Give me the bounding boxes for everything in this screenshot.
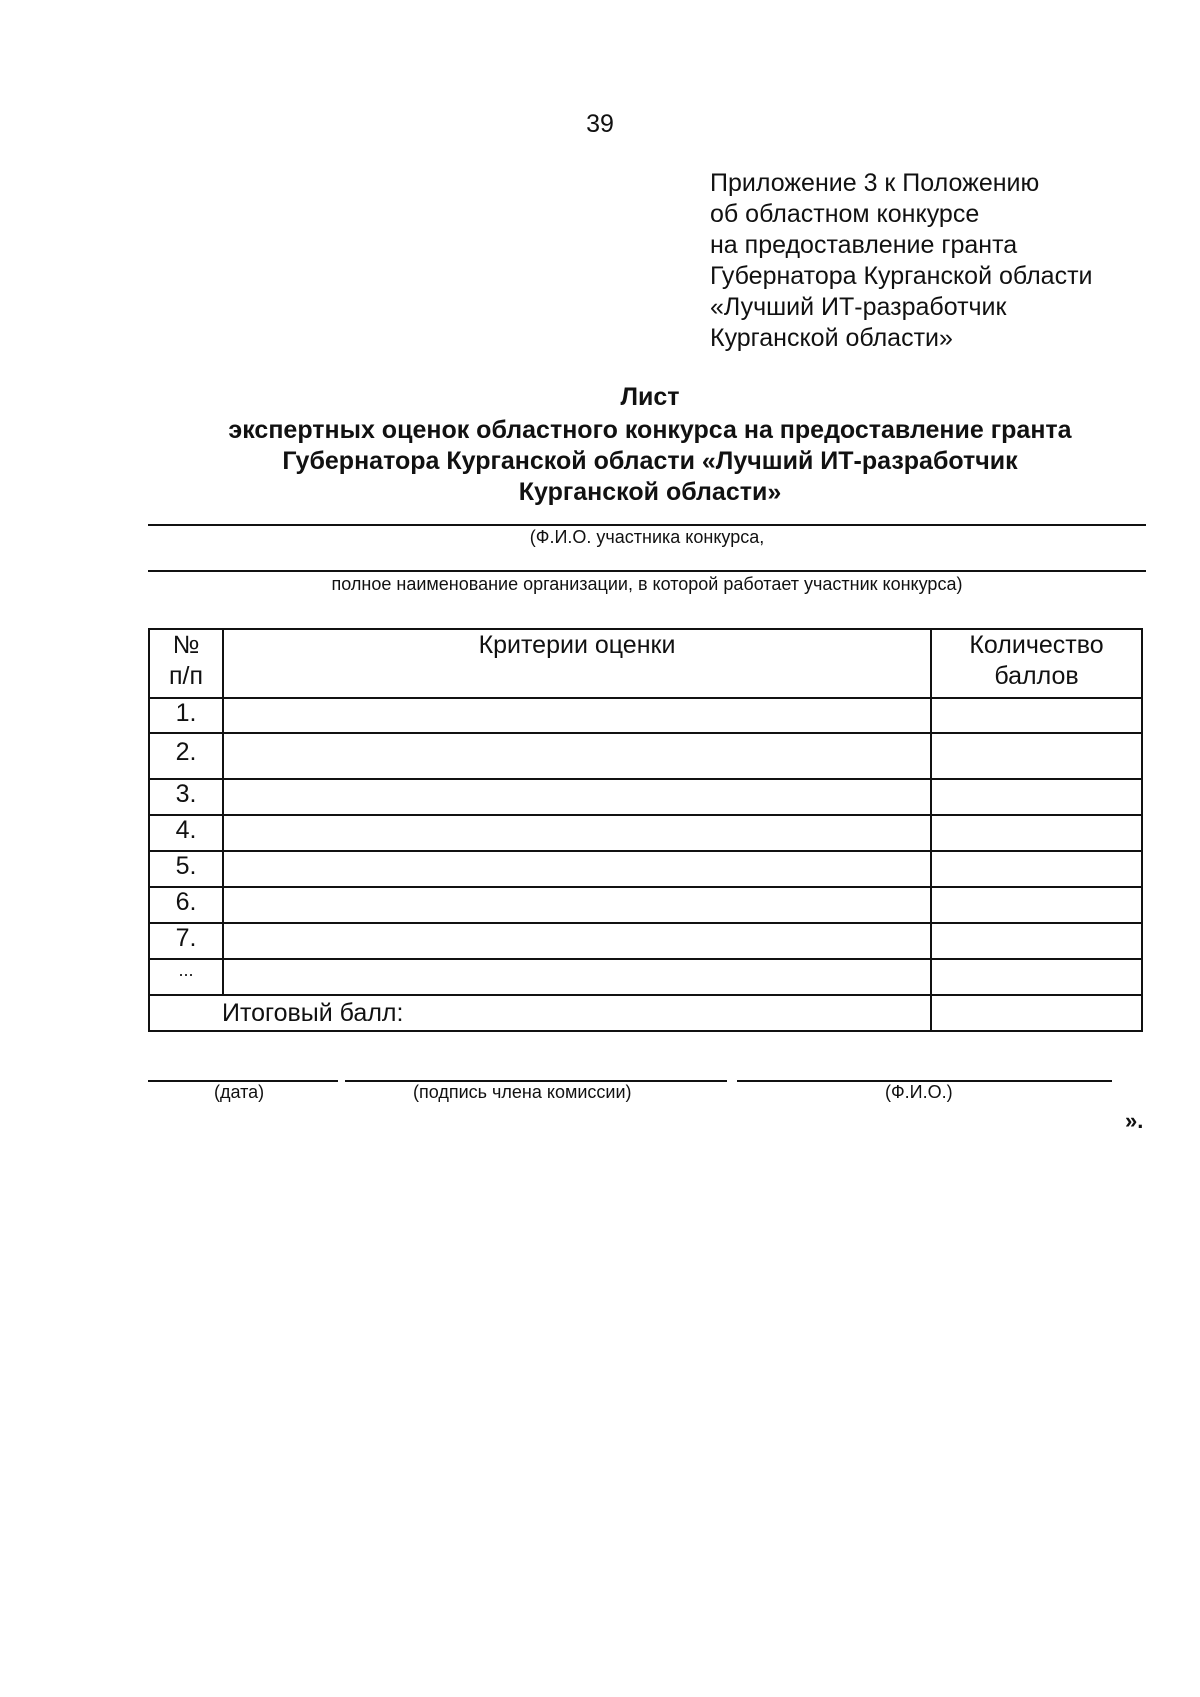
criteria-cell[interactable]	[223, 815, 931, 851]
header-criteria: Критерии оценки	[223, 629, 931, 698]
table-row	[149, 923, 1142, 959]
fio-underline	[148, 524, 1146, 526]
row-number: ...	[149, 959, 223, 995]
score-cell[interactable]	[931, 887, 1142, 923]
total-row	[149, 995, 1142, 1031]
score-cell[interactable]	[931, 959, 1142, 995]
table-row	[149, 887, 1142, 923]
total-score-cell[interactable]	[931, 995, 1142, 1031]
score-cell[interactable]	[931, 815, 1142, 851]
appendix-line: на предоставление гранта	[710, 231, 1018, 259]
row-number: 4.	[149, 815, 223, 851]
date-caption: (дата)	[214, 1082, 265, 1102]
criteria-cell[interactable]	[223, 851, 931, 887]
appendix-line: об областном конкурсе	[710, 200, 980, 228]
appendix-line: Губернатора Курганской области	[710, 262, 1093, 290]
title-line: Курганской области»	[518, 478, 782, 506]
table-row	[149, 733, 1142, 779]
table-header-row	[149, 629, 1142, 698]
score-cell[interactable]	[931, 779, 1142, 815]
score-cell[interactable]	[931, 923, 1142, 959]
header-score-line: Количество	[969, 631, 1104, 659]
row-number: 1.	[149, 698, 223, 733]
table-row	[149, 779, 1142, 815]
appendix-line: «Лучший ИТ-разработчик	[710, 293, 1007, 321]
row-number: 3.	[149, 779, 223, 815]
page-number: 39	[586, 110, 614, 138]
row-number: 2.	[149, 733, 223, 779]
document-title	[0, 382, 1200, 508]
header-score	[931, 629, 1142, 698]
table-row	[149, 815, 1142, 851]
closing-mark: ».	[1125, 1108, 1144, 1133]
row-number: 7.	[149, 923, 223, 959]
score-cell[interactable]	[931, 851, 1142, 887]
header-number-line: п/п	[168, 662, 204, 690]
criteria-cell[interactable]	[223, 733, 931, 779]
table-row	[149, 698, 1142, 733]
org-underline	[148, 570, 1146, 572]
table-row	[149, 851, 1142, 887]
appendix-line: Приложение 3 к Положению	[710, 169, 1040, 197]
signature-caption: (подпись члена комиссии)	[413, 1082, 632, 1102]
table-row	[149, 959, 1142, 995]
header-score-line: баллов	[994, 662, 1079, 690]
fio-caption: (Ф.И.О. участника конкурса,	[529, 527, 765, 547]
title-line: Лист	[620, 383, 680, 411]
total-label: Итоговый балл:	[149, 995, 931, 1031]
criteria-cell[interactable]	[223, 959, 931, 995]
row-number: 5.	[149, 851, 223, 887]
fio-sign-caption: (Ф.И.О.)	[885, 1082, 953, 1102]
title-line: Губернатора Курганской области «Лучший ИТ-разработчик	[282, 447, 1018, 475]
criteria-cell[interactable]	[223, 698, 931, 733]
org-caption: полное наименование организации, в которой работает участник конкурса)	[331, 574, 963, 594]
criteria-cell[interactable]	[223, 779, 931, 815]
header-number	[149, 629, 223, 698]
title-line: экспертных оценок областного конкурса на предоставление гранта	[228, 416, 1072, 444]
appendix-note	[710, 168, 1092, 354]
score-cell[interactable]	[931, 733, 1142, 779]
score-cell[interactable]	[931, 698, 1142, 733]
appendix-line: Курганской области»	[710, 324, 953, 352]
criteria-cell[interactable]	[223, 923, 931, 959]
evaluation-table	[148, 628, 1143, 1032]
criteria-cell[interactable]	[223, 887, 931, 923]
row-number: 6.	[149, 887, 223, 923]
header-number-line: №	[172, 631, 200, 659]
